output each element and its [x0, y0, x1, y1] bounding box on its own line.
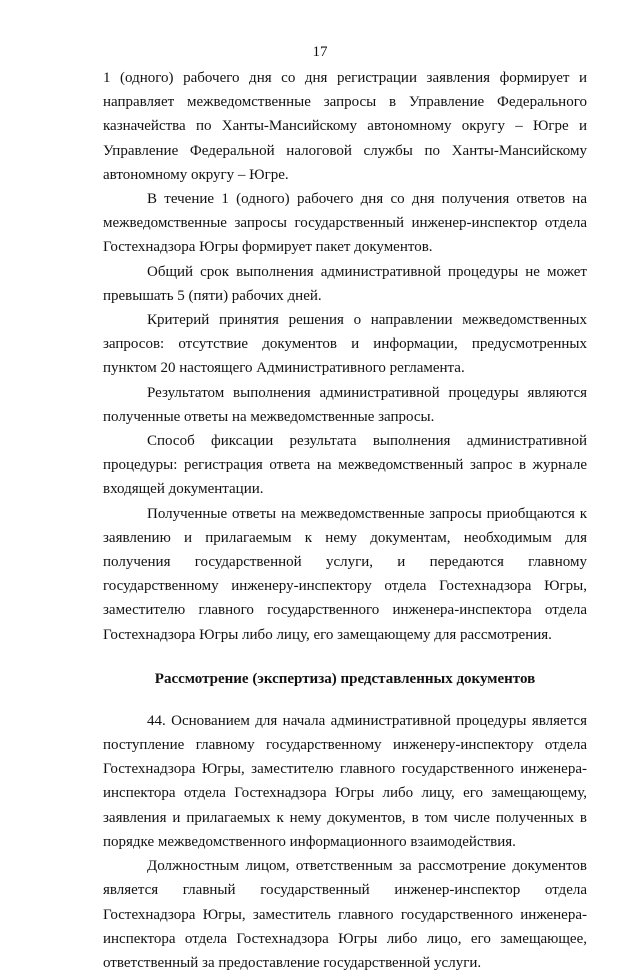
paragraph-request-sending: 1 (одного) рабочего дня со дня регистрации заявления формирует и направляет межведомственные запросы в Управление Федерального казначейства по Ханты-Мансийскому автономному округу – Югре и Управление Федеральной налоговой службы по Ханты-Мансийскому автономному округу – Югре. — [103, 70, 587, 183]
paragraph-decision-criterion: Критерий принятия решения о направлении межведомственных запросов: отсутствие документов и информации, предусмотренных пунктом 20 настоящего Административного регламента. — [103, 312, 587, 377]
paragraph-procedure-deadline: Общий срок выполнения административной процедуры не может превышать 5 (пяти) рабочих дней. — [103, 263, 587, 304]
paragraph-result-recording: Способ фиксации результата выполнения административной процедуры: регистрация ответа на межведомственный запрос в журнале входящей документации. — [103, 433, 587, 498]
document-body — [103, 66, 587, 975]
paragraph-document-package: В течение 1 (одного) рабочего дня со дня получения ответов на межведомственные запросы государственный инженер-инспектор отдела Гостехнадзора Югры формирует пакет документов. — [103, 191, 587, 256]
paragraph-procedure-result: Результатом выполнения административной процедуры являются полученные ответы на межведомственные запросы. — [103, 384, 587, 425]
paragraph-item-44: 44. Основанием для начала административной процедуры является поступление главному государственному инженеру-инспектору отдела Гостехнадзора Югры, заместителю главного государственного инженера-инспектора отдела Гостехнадзора Югры либо лицу, его замещающему, заявления и прилагаемых к нему документов, в том числе полученных в порядке межведомственного информационного взаимодействия. — [103, 712, 587, 850]
paragraph-responsible-official: Должностным лицом, ответственным за рассмотрение документов является главный государственный инженер-инспектор отдела Гостехнадзора Югры, заместитель главного государственного инженера-инспектора отдела Гостехнадзора Югры либо лицо, его замещающее, ответственный за предоставление государственной услуги. — [103, 858, 587, 971]
paragraph-responses-attached: Полученные ответы на межведомственные запросы приобщаются к заявлению и прилагаемым к нему документам, необходимым для получения государственной услуги, и передаются главному государственному инженеру-инспектору отдела Гостехнадзора Югры, заместителю главного государственного инженера-инспектора отдела Гостехнадзора Югры либо лицу, его замещающему для рассмотрения. — [103, 505, 587, 643]
section-heading: Рассмотрение (экспертиза) представленных документов — [154, 670, 536, 687]
page-number: 17 — [312, 44, 328, 60]
